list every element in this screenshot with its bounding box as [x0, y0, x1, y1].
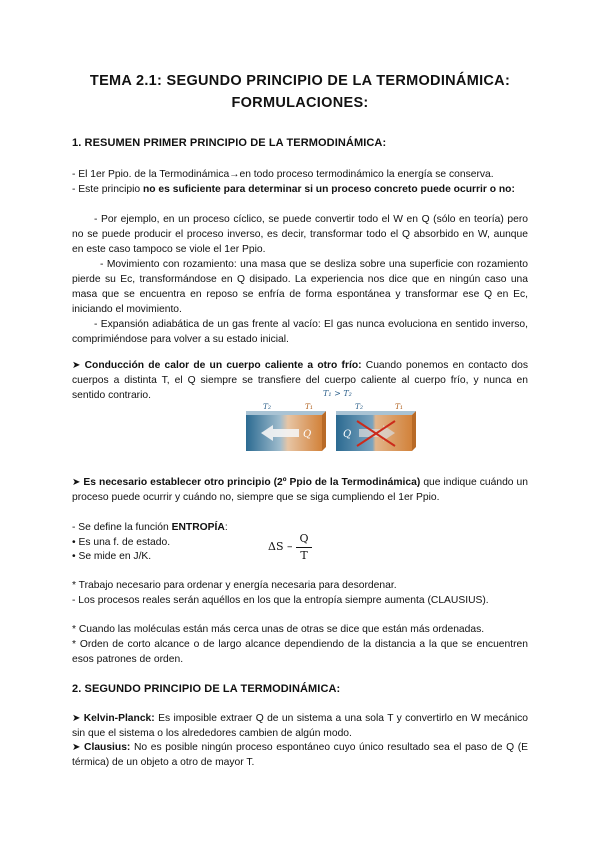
paragraph-friction: - Movimiento con rozamiento: una masa que se desliza sobre una superficie con rozamiento pierde su Ec, transformándose en Q disipado. La experiencia nos dice que en ningún caso una masa que se encuentra en reposo se enfría de forma espontánea y transformar ese Q en Ec, iniciando el movimiento. — [72, 259, 528, 315]
paragraph-first-principle: - El 1er Ppio. de la Termodinámica→en todo proceso termodinámico la energía se conserva. — [72, 169, 494, 180]
temperature-relation-label: T₁ > T₂ — [323, 389, 352, 398]
left-hot-label: T₁ — [305, 402, 314, 411]
right-cold-label: T₂ — [355, 402, 364, 411]
paragraph-not-sufficient — [72, 182, 528, 197]
formula-fraction-bar — [296, 547, 312, 548]
title-line-2: FORMULACIONES: — [231, 95, 369, 111]
right-block-side — [412, 411, 416, 451]
text-run: Es imposible extraer Q de un sistema a una sola T y convertirlo en W mecánico sin que el sistema o los alrededores cambien de algún modo. — [72, 713, 528, 739]
text-run: que indique cuándo un proceso puede ocurrir y cuándo no, siempre que se siga cumpliendo el 1er Ppio. — [72, 477, 528, 503]
paragraph-adiabatic: - Expansión adiabática de un gas frente al vacío: El gas nunca evoluciona en sentido inverso, comprimiéndose para volver a su estado inicial. — [72, 319, 528, 345]
title-line-1: TEMA 2.1: SEGUNDO PRINCIPIO DE LA TERMODINÁMICA: — [89, 73, 511, 89]
bold-run: Conducción de calor de un cuerpo caliente a otro frío: — [84, 360, 362, 371]
heat-transfer-figure — [243, 388, 418, 456]
left-block-side — [322, 411, 326, 451]
bold-run: Kelvin-Planck: — [83, 713, 155, 724]
text-run: : — [224, 522, 228, 533]
entropy-bullet-state-function: • Es una f. de estado. — [72, 537, 171, 548]
text-run: Cuando ponemos en contacto dos cuerpos a distinta T, el Q siempre se transfiere del cuerpo caliente al cuerpo frío, y nunca en sentido contrario. — [72, 360, 528, 401]
formula-denominator: T — [300, 549, 308, 562]
right-hot-label: T₁ — [395, 402, 404, 411]
paragraph-cyclic-example: - Por ejemplo, en un proceso cíclico, se puede convertir todo el W en Q (sólo en teoría) pero no se puede producir el proceso inverso, es decir, transformar todo el Q absorbido en W, aunque en este caso tampoco se viole el 1er Ppio. — [72, 214, 528, 255]
left-cold-label: T₂ — [263, 402, 272, 411]
paragraph-kelvin-planck — [72, 711, 528, 741]
right-block-top — [336, 411, 416, 415]
right-heat-label: Q — [343, 429, 352, 440]
note-real-processes: - Los procesos reales serán aquéllos en los que la entropía siempre aumenta (CLAUSIUS). — [72, 595, 489, 606]
bold-run: ENTROPÍA — [171, 522, 225, 533]
formula-lhs: ΔS – — [268, 540, 293, 553]
arrow-bullet-icon: ➤ — [72, 360, 81, 371]
text-run: - Se define la función — [72, 522, 172, 533]
note-order-work: * Trabajo necesario para ordenar y energía necesaria para desordenar. — [72, 580, 397, 591]
section-1-heading: 1. RESUMEN PRIMER PRINCIPIO DE LA TERMODINÁMICA: — [72, 137, 387, 149]
page-title — [60, 70, 540, 114]
bold-run: Clausius: — [84, 742, 131, 753]
arrow-bullet-icon: ➤ — [72, 713, 81, 724]
paragraph-clausius — [72, 740, 528, 770]
left-heat-label: Q — [303, 429, 312, 440]
text-run: No es posible ningún proceso espontáneo cuyo único resultado sea el paso de Q (E térmica) de un objeto a otro de mayor T. — [72, 742, 528, 768]
paragraph-second-principle-need — [72, 475, 528, 505]
left-block-top — [246, 411, 326, 415]
bold-run: Es necesario establecer otro principio (2º Ppio de la Termodinámica) — [83, 477, 421, 488]
arrow-bullet-icon: ➤ — [72, 477, 81, 488]
formula-numerator: Q — [299, 532, 309, 545]
section-2-heading: 2. SEGUNDO PRINCIPIO DE LA TERMODINÁMICA: — [72, 683, 341, 695]
bold-run: no es suficiente para determinar si un proceso concreto puede ocurrir o no: — [142, 184, 515, 195]
note-molecules: * Cuando las moléculas están más cerca unas de otras se dice que están más ordenadas. — [72, 624, 485, 635]
text-run: - Este principio — [72, 184, 143, 195]
entropy-bullet-units: • Se mide en J/K. — [72, 551, 152, 562]
arrow-bullet-icon: ➤ — [72, 742, 81, 753]
note-order-range: * Orden de corto alcance o de largo alcance dependiendo de la distancia a la que se encuentren esos patrones de orden. — [72, 639, 528, 665]
